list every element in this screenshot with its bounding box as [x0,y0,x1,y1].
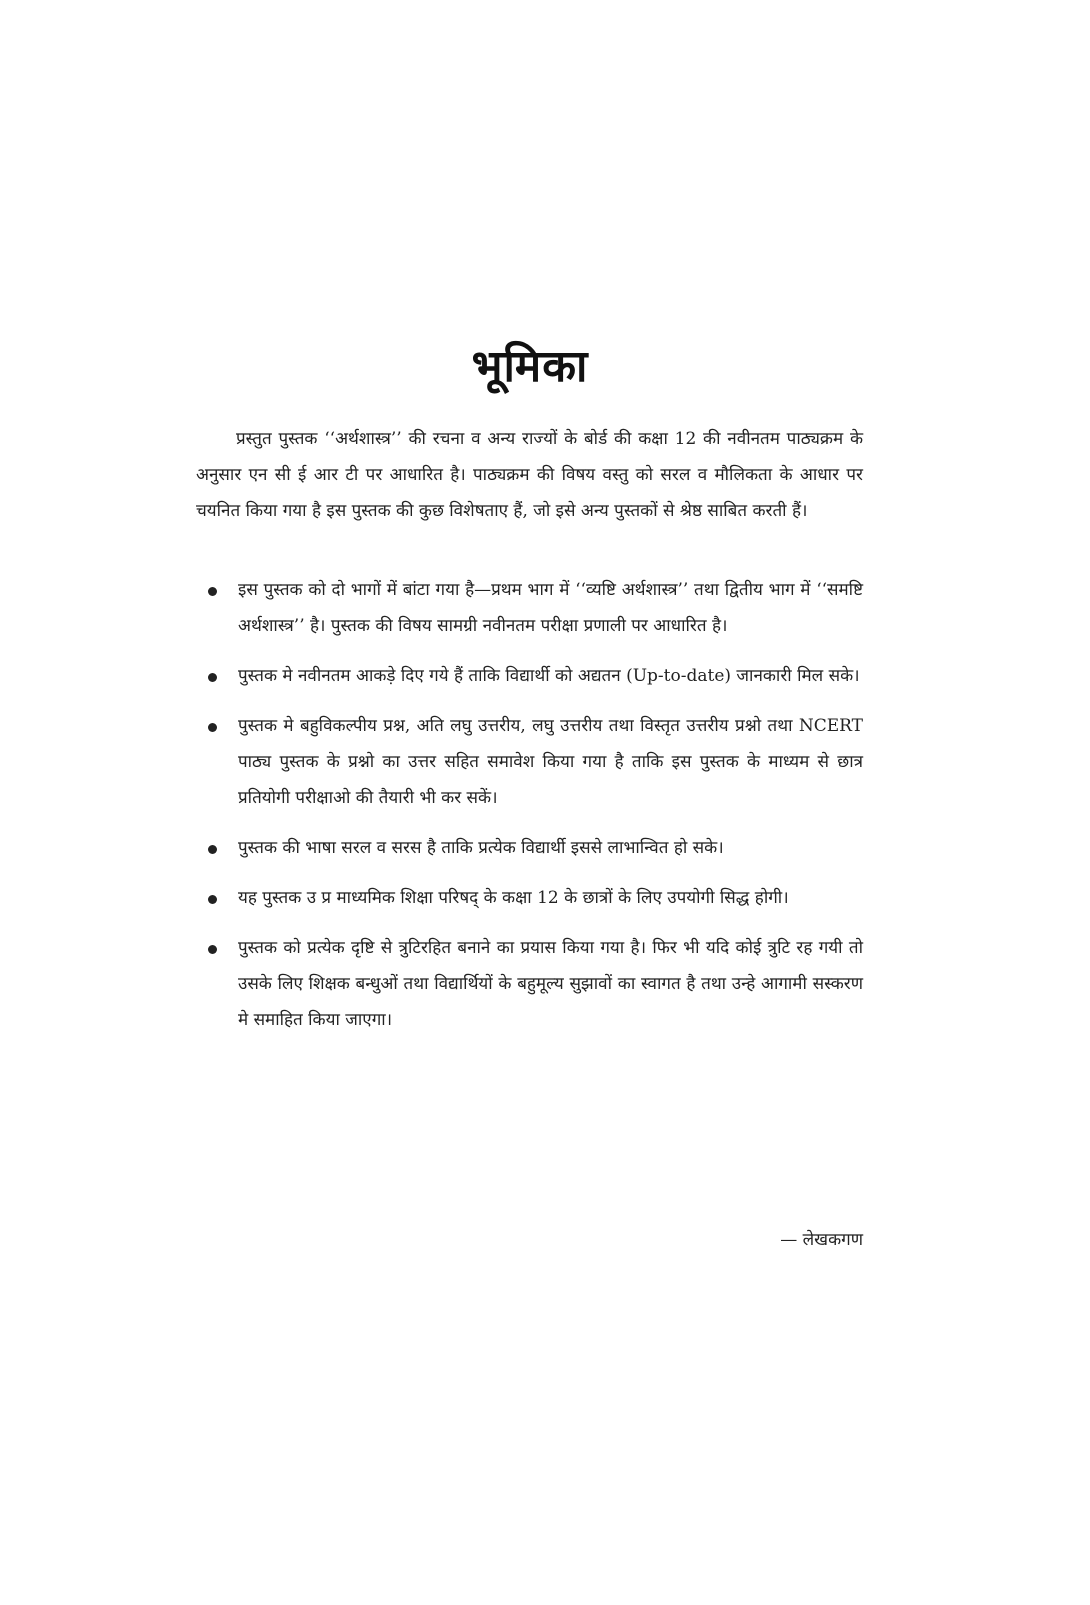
bullet-icon [208,945,217,954]
list-item [196,572,863,644]
intro-paragraph: प्रस्तुत पुस्तक ‘‘अर्थशास्त्र’’ की रचना व अन्य राज्यों के बोर्ड की कक्षा 12 की नवीनतम पाठ्यक्रम के अनुसार एन सी ई आर टी पर आधारित है। पाठ्यक्रम की विषय वस्तु को सरल व मौलिकता के आधार पर चयनित किया गया है इस पुस्तक की कुछ विशेषताए हैं, जो इसे अन्य पुस्तकों से श्रेष्ठ साबित करती हैं। [196,429,863,521]
list-item [196,880,863,916]
list-item-text: यह पुस्तक उ प्र माध्यमिक शिक्षा परिषद् के कक्षा 12 के छात्रों के लिए उपयोगी सिद्ध होगी। [238,888,789,908]
bullet-icon [208,723,217,732]
list-item [196,708,863,816]
list-item-text: इस पुस्तक को दो भागों में बांटा गया है—प्रथम भाग में ‘‘व्यष्टि अर्थशास्त्र’’ तथा द्वितीय भाग में ‘‘समष्टि अर्थशास्त्र’’ है। पुस्तक की विषय सामग्री नवीनतम परीक्षा प्रणाली पर आधारित है। [238,580,863,636]
feature-list [196,572,863,1052]
bullet-icon [208,587,217,596]
list-item-text: पुस्तक मे नवीनतम आकड़े दिए गये हैं ताकि विद्यार्थी को अद्यतन (Up-to-date) जानकारी मिल सके। [238,666,860,686]
bullet-icon [208,673,217,682]
list-item-text: पुस्तक की भाषा सरल व सरस है ताकि प्रत्येक विद्यार्थी इससे लाभान्वित हो सके। [238,838,724,858]
page-title: भूमिका [471,341,589,393]
list-item-text: पुस्तक मे बहुविकल्पीय प्रश्न, अति लघु उत्तरीय, लघु उत्तरीय तथा विस्तृत उत्तरीय प्रश्नो तथा NCERT पाठ्य पुस्तक के प्रश्नो का उत्तर सहित समावेश किया गया है ताकि इस पुस्तक के माध्यम से छात्र प्रतियोगी परीक्षाओ की तैयारी भी कर सकें। [238,716,863,808]
list-item-text: पुस्तक को प्रत्येक दृष्टि से त्रुटिरहित बनाने का प्रयास किया गया है। फिर भी यदि कोई त्रुटि रह गयी तो उसके लिए शिक्षक बन्धुओं तथा विद्यार्थियों के बहुमूल्य सुझावों का स्वागत है तथा उन्हे आगामी सस्करण मे समाहित किया जाएगा। [238,938,863,1030]
list-item [196,658,863,694]
author-signature: — लेखकगण [780,1230,863,1250]
bullet-icon [208,895,217,904]
list-item [196,930,863,1038]
list-item [196,830,863,866]
bullet-icon [208,845,217,854]
